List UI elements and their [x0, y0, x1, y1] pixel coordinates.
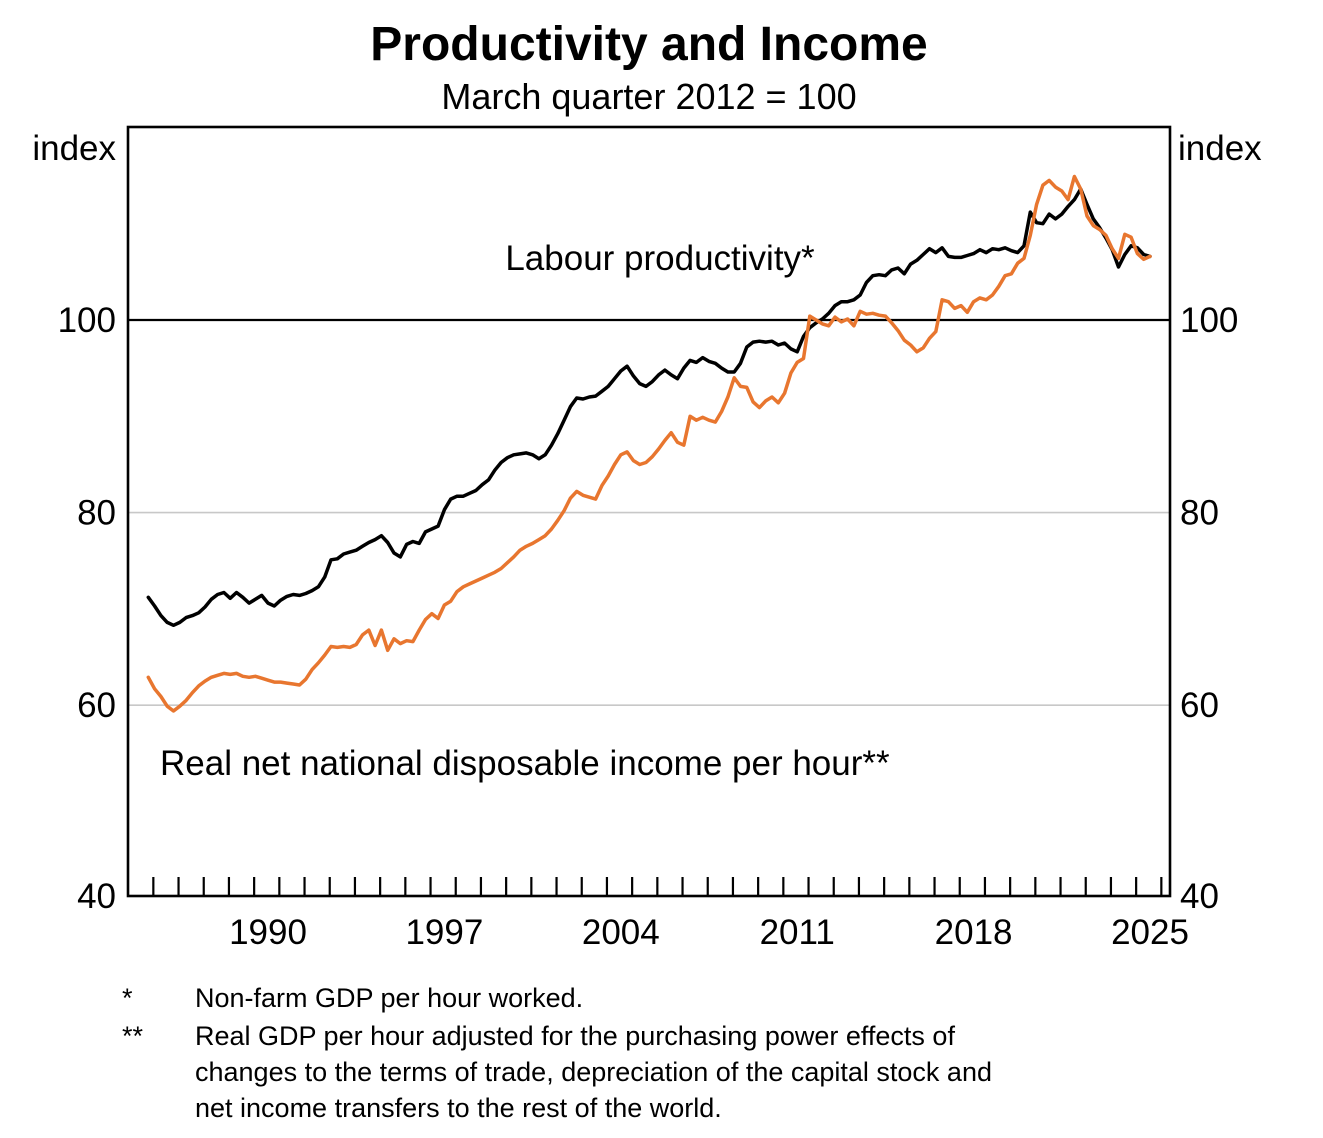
footnote-2-line-2: changes to the terms of trade, depreciation of the capital stock and: [195, 1057, 992, 1087]
footnote-2-line-1: Real GDP per hour adjusted for the purchasing power effects of: [195, 1021, 955, 1051]
y-axis-label-left-60: 60: [77, 686, 116, 726]
footnote-1-marker: *: [122, 983, 133, 1013]
x-axis-label-2011: 2011: [759, 913, 835, 952]
y-axis-labels: [58, 301, 1239, 916]
footnote-1: [122, 980, 1202, 1016]
gridlines: [128, 320, 1170, 705]
series-label-real-net-national-disposable-income: Real net national disposable income per hour**: [160, 744, 890, 783]
footnote-2-text: [195, 1018, 992, 1126]
x-axis-label-1997: 1997: [405, 913, 484, 952]
chart-title: Productivity and Income: [370, 18, 928, 71]
x-axis-ticks: [153, 877, 1161, 896]
footnote-1-text: Non-farm GDP per hour worked.: [195, 983, 584, 1013]
x-axis-label-2004: 2004: [581, 913, 660, 952]
footnote-2-marker: **: [122, 1021, 144, 1051]
y-axis-label-right-80: 80: [1180, 493, 1219, 533]
y-axis-label-left-100: 100: [57, 301, 116, 340]
y-axis-label-left-80: 80: [77, 493, 116, 533]
y-axis-label-right-100: 100: [1180, 301, 1239, 340]
x-axis-label-2018: 2018: [934, 913, 1013, 952]
x-axis-label-1990: 1990: [229, 913, 307, 952]
footnote-2: [122, 1018, 1202, 1126]
chart-subtitle: March quarter 2012 = 100: [441, 76, 857, 117]
y-axis-label-right-40: 40: [1180, 877, 1219, 916]
footnote-2-line-3: net income transfers to the rest of the world.: [195, 1093, 722, 1123]
y-axis-label-left-40: 40: [77, 877, 116, 916]
y-axis-label-right-60: 60: [1180, 686, 1219, 726]
axis-unit-left: index: [32, 129, 116, 168]
series-label-labour-productivity: Labour productivity*: [505, 239, 815, 278]
x-axis-label-2025: 2025: [1111, 913, 1189, 952]
axis-unit-right: index: [1178, 129, 1262, 168]
x-axis-labels: [229, 913, 1189, 952]
